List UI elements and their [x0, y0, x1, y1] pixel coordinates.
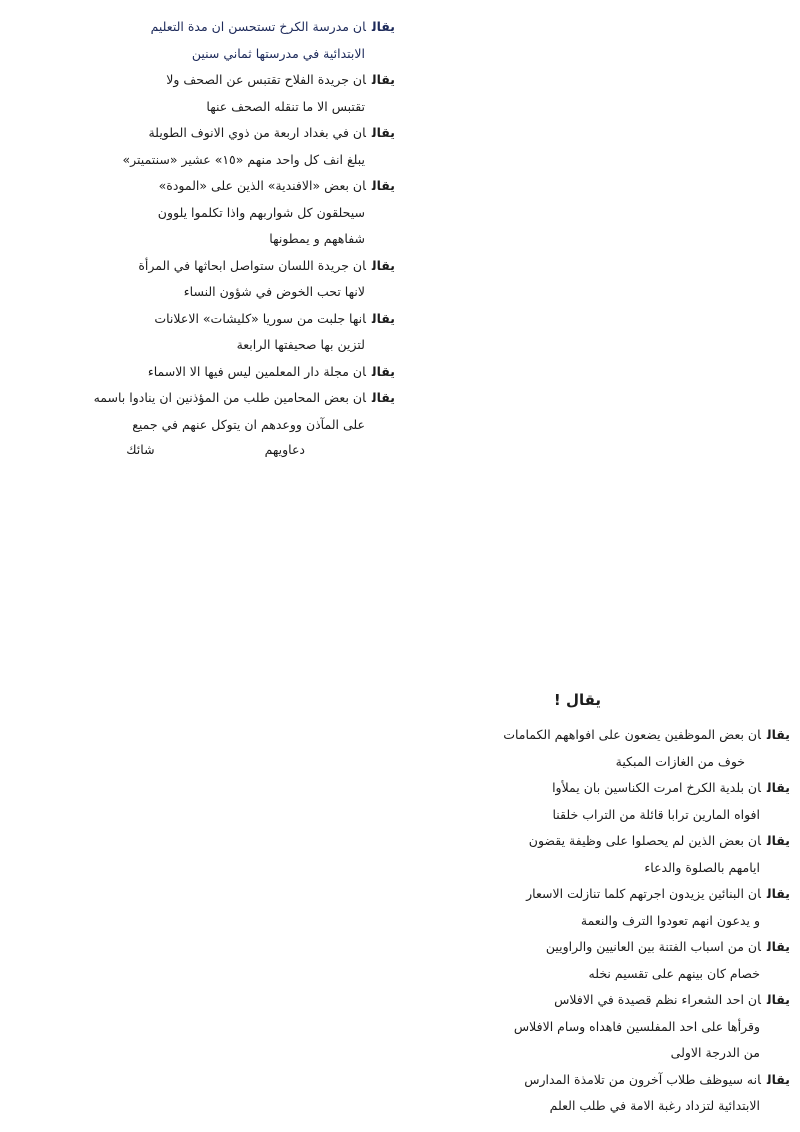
entry-lead: يقال: [371, 19, 395, 34]
entry-lead: يقال: [766, 1071, 790, 1087]
entry-text: لانها تحب الخوض في شؤون النساء: [183, 284, 365, 299]
tail-word: شائك: [126, 442, 155, 457]
entry-line: [120, 200, 395, 227]
entry: [93, 385, 395, 438]
entry-text: على المآذن ووعدهم ان يتوكل عنهم في جميع: [132, 416, 365, 432]
entry-line: [120, 412, 395, 439]
entry-line: [120, 226, 395, 253]
entry-line: [405, 802, 790, 829]
entry-text: خصام كان بينهم على تقسيم نخله: [588, 965, 760, 981]
entry-line: [405, 881, 790, 908]
entry-line: [120, 120, 395, 147]
entry-line: [120, 359, 395, 386]
entry-text: سيحلقون كل شواربهم واذا تكلموا يلوون: [157, 204, 365, 220]
entry-text: الابتدائية لتزداد رغبة الامة في طلب العلم: [549, 1098, 760, 1113]
tail-word: دعاويهم: [264, 442, 305, 457]
entry-text: ان بعض المحامين طلب من المؤذنين ان ينادوا باسمه: [93, 390, 366, 405]
entry-text: من الدرجة الاولى: [670, 1045, 760, 1060]
entry-text: ان بعض «الافندية» الذين على «المودة»: [158, 178, 366, 193]
entry-lead: يقال: [371, 257, 395, 273]
bottom-column: [405, 688, 790, 1120]
entry-text: تقتبس الا ما تنقله الصحف عنها: [206, 98, 365, 114]
entry-text: ان مجلة دار المعلمين ليس فيها الا الاسماء: [147, 363, 366, 379]
entry: [120, 306, 395, 359]
entry-lead: يقال: [371, 125, 395, 140]
entry-line: [120, 147, 395, 174]
entry: [405, 934, 790, 987]
entry-lead: يقال: [371, 178, 395, 193]
section-heading: يقال !: [553, 691, 602, 709]
entry: [405, 722, 790, 775]
entry-text: ان مدرسة الكرخ تستحسن ان مدة التعليم: [150, 19, 366, 34]
entry-line: [120, 14, 395, 41]
entry-text: يبلغ انف كل واحد منهم «١٥» عشير «سنتميتر»: [122, 151, 365, 167]
entry-line: [405, 1014, 790, 1041]
entry-line: [120, 279, 395, 306]
entry-line: [405, 1067, 790, 1094]
entry: [405, 1067, 790, 1120]
entry-line: [120, 332, 395, 359]
entry-lead: يقال: [371, 363, 395, 379]
entry: [120, 173, 395, 253]
entry-line: [405, 934, 790, 961]
entry-line: [405, 961, 790, 988]
entry-text: ان بلدية الكرخ امرت الكناسين بان يملأوا: [552, 780, 761, 795]
top-column: [93, 14, 395, 462]
entry-line: [120, 41, 395, 68]
top-entries: [93, 14, 395, 462]
entry-line: [120, 67, 395, 94]
entry-text: وقرأها على احد المفلسين فاهداه وسام الافلاس: [513, 1018, 760, 1034]
entry-line: [405, 987, 790, 1014]
entry-text: خوف من الغازات المبكية: [615, 753, 745, 769]
entry-lead: يقال: [371, 72, 395, 87]
entry-text: افواه المارين ترابا قائلة من التراب خلقنا: [552, 806, 760, 822]
entry-lead: يقال: [766, 992, 790, 1007]
entry-text: ان جريدة الفلاح تقتبس عن الصحف ولا: [166, 72, 366, 87]
entry-text: ان احد الشعراء نظم قصيدة في الافلاس: [554, 992, 761, 1007]
entry-text: ان بعض الذين لم يحصلوا على وظيفة يقضون: [528, 833, 761, 848]
entry: [120, 67, 395, 120]
entry-text: ايامهم بالصلوة والدعاء: [644, 859, 760, 875]
entry: [405, 828, 790, 881]
entry-text: ان في بغداد اربعة من ذوي الانوف الطويلة: [148, 125, 366, 140]
entry-text: انه سيوظف طلاب آخرون من تلامذة المدارس: [524, 1071, 761, 1087]
entry-line: [93, 385, 395, 412]
entry: [120, 359, 395, 386]
entry-lead: يقال: [766, 780, 790, 795]
entry: [120, 120, 395, 173]
entry-line: [120, 306, 395, 333]
entry-line: [405, 722, 790, 749]
entry-lead: يقال: [371, 390, 395, 405]
entry-text: و يدعون انهم تعودوا الترف والنعمة: [580, 912, 760, 928]
entry-lead: يقال: [766, 727, 790, 742]
entry-text: ان البنائين يزيدون اجرتهم كلما تنازلت الاسعار: [526, 886, 761, 901]
entry-text: ان من اسباب الفتنة بين العانيين والراويين: [545, 939, 761, 954]
entry-lead: يقال: [766, 833, 790, 848]
entry-lead: يقال: [766, 886, 790, 901]
entry-line: [405, 749, 790, 776]
entry-line: [405, 1040, 790, 1067]
entry-line: [405, 855, 790, 882]
entry-line: [405, 908, 790, 935]
entry-line: [405, 828, 790, 855]
entry-line: [405, 775, 790, 802]
entry: [120, 253, 395, 306]
entry-tail-words: [120, 438, 395, 462]
entry-line: [120, 253, 395, 280]
entry-line: [120, 94, 395, 121]
bottom-entries: [405, 722, 790, 1120]
entry: [405, 775, 790, 828]
entry: [120, 14, 395, 67]
entry-text: ان بعض الموظفين يضعون على افواههم الكمامات: [503, 727, 761, 742]
entry-text: انها جلبت من سوريا «كليشات» الاعلانات: [154, 310, 366, 326]
entry-line: [405, 1093, 790, 1120]
entry-text: الابتدائية في مدرستها ثماني سنين: [191, 45, 365, 61]
entry: [405, 881, 790, 934]
entry-lead: يقال: [371, 310, 395, 326]
entry-text: شفاههم و يمطونها: [269, 231, 365, 246]
entry-lead: يقال: [766, 939, 790, 954]
entry-text: ان جريدة اللسان ستواصل ابحاثها في المرأة: [138, 257, 366, 273]
entry-line: [120, 173, 395, 200]
entry: [405, 987, 790, 1067]
entry-text: لتزين بها صحيفتها الرابعة: [236, 337, 365, 352]
